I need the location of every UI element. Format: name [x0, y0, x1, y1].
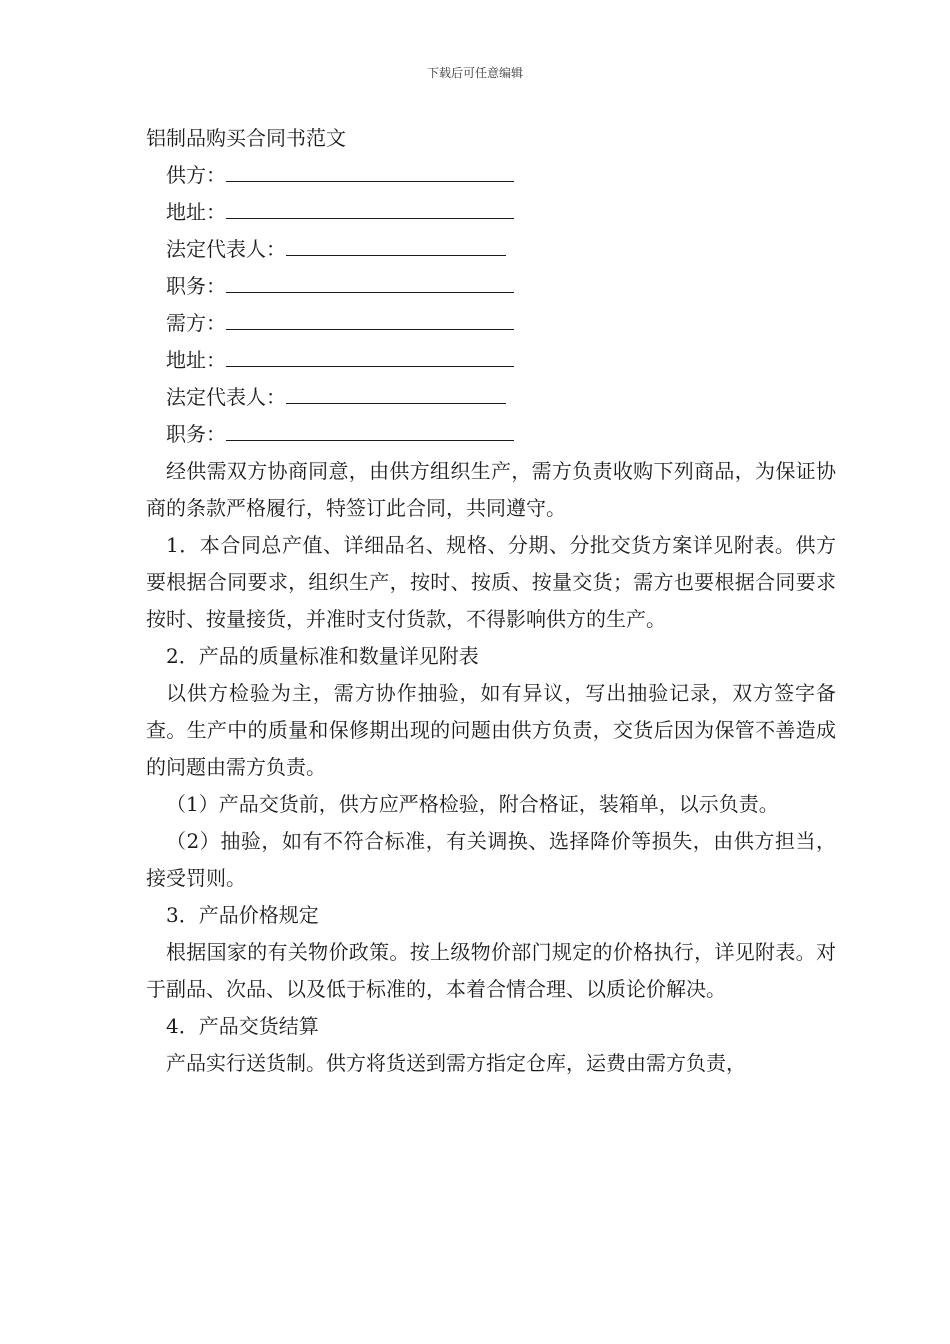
clause-3-body: 根据国家的有关物价政策。按上级物价部门规定的价格执行，详见附表。对于副品、次品、以及低于标准的，本着合情合理、以质论价解决。	[146, 940, 836, 1001]
clause-4-body: 产品实行送货制。供方将货送到需方指定仓库，运费由需方负责，	[166, 1051, 746, 1075]
field-label: 法定代表人：	[166, 237, 286, 261]
field-label: 供方：	[166, 163, 226, 187]
blank-line	[226, 416, 514, 441]
buyer-legal-rep-field	[146, 379, 836, 416]
field-label: 职务：	[166, 422, 226, 446]
field-label: 地址：	[166, 200, 226, 224]
supplier-position-field	[146, 268, 836, 305]
page-header: 下载后可任意编辑	[426, 66, 523, 80]
buyer-position-field	[146, 416, 836, 453]
clause-2-item-1: （1）产品交货前，供方应严格检验，附合格证，装箱单，以示负责。	[166, 792, 779, 816]
blank-line	[226, 268, 514, 293]
blank-line	[226, 194, 514, 219]
supplier-address-field	[146, 194, 836, 231]
blank-line	[286, 231, 506, 256]
buyer-address-field	[146, 342, 836, 379]
blank-line	[226, 157, 514, 182]
field-label: 职务：	[166, 274, 226, 298]
field-label: 需方：	[166, 311, 226, 335]
document-title: 铝制品购买合同书范文	[146, 126, 346, 150]
buyer-field	[146, 305, 836, 342]
intro-paragraph: 经供需双方协商同意，由供方组织生产，需方负责收购下列商品，为保证协商的条款严格履行，特签订此合同，共同遵守。	[146, 459, 836, 520]
document-body	[146, 120, 836, 1082]
clause-2-heading: 2．产品的质量标准和数量详见附表	[166, 644, 479, 668]
supplier-legal-rep-field	[146, 231, 836, 268]
clause-2-body: 以供方检验为主，需方协作抽验，如有异议，写出抽验记录，双方签字备查。生产中的质量和保修期出现的问题由供方负责，交货后因为保管不善造成的问题由需方负责。	[146, 681, 836, 779]
field-label: 地址：	[166, 348, 226, 372]
blank-line	[226, 305, 514, 330]
blank-line	[286, 379, 506, 404]
clause-2-item-2: （2）抽验，如有不符合标准，有关调换、选择降价等损失，由供方担当，接受罚则。	[146, 829, 836, 890]
field-label: 法定代表人：	[166, 385, 286, 409]
clause-3-heading: 3．产品价格规定	[166, 903, 319, 927]
clause-4-heading: 4．产品交货结算	[166, 1014, 319, 1038]
clause-1: 1．本合同总产值、详细品名、规格、分期、分批交货方案详见附表。供方要根据合同要求，组织生产，按时、按质、按量交货；需方也要根据合同要求按时、按量接货，并准时支付货款，不得影响供方的生产。	[146, 533, 836, 631]
blank-line	[226, 342, 514, 367]
supplier-field	[146, 157, 836, 194]
